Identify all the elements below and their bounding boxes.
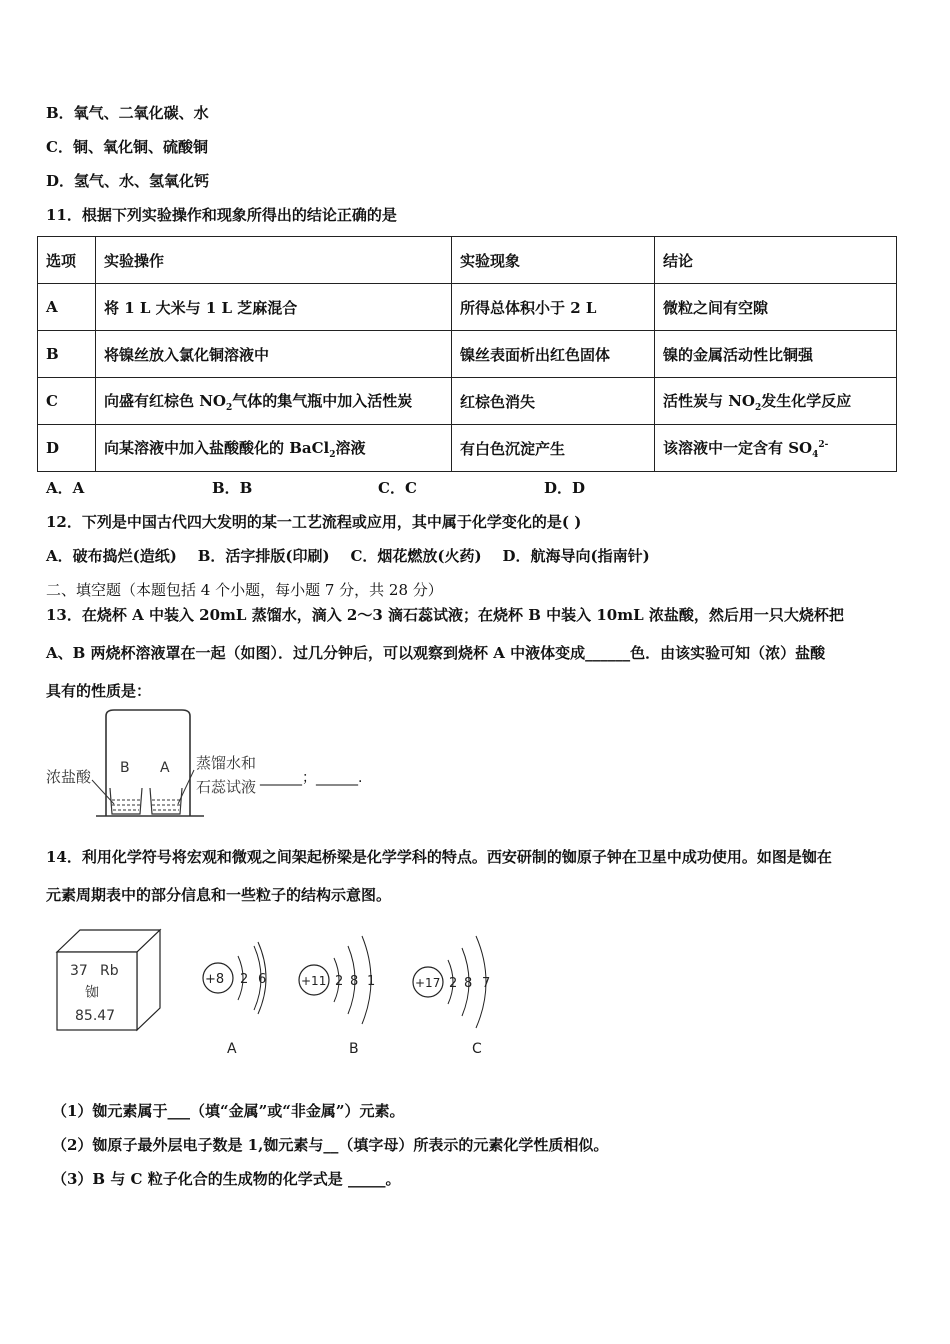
q12-options: A．破布捣烂(造纸) B．活字排版(印刷) C．烟花燃放(火药) D．航海导向(指南针) [46,547,650,565]
q10-option-d: D．氢气、水、氢氧化钙 [46,172,210,190]
shell-electrons: 8 [464,976,473,991]
row-conclusion: 微粒之间有空隙 [655,284,897,331]
particle-label: C [472,1041,482,1057]
row-option: B [38,331,96,378]
answer-option: D．D [544,479,586,497]
section-heading: 二、填空题（本题包括 4 个小题，每小题 7 分，共 28 分） [46,581,443,599]
shell-electrons: 1 [367,974,376,989]
answer-option: B．B [212,479,253,497]
row-option: C [38,378,96,425]
q14-sub-1: （1）铷元素属于___（填“金属”或“非金属”）元素。 [52,1102,405,1120]
shell-electrons: 2 [240,972,249,987]
q14-sub-3: （3）B 与 C 粒子化合的生成物的化学式是 _____。 [52,1170,401,1188]
row-observation: 所得总体积小于 2 L [452,284,655,331]
label-water-litmus-1: 蒸馏水和 [196,754,257,772]
atomic-number: 37 [70,963,88,979]
element-cell [57,930,160,1030]
beaker-figure [44,708,374,820]
particle-a [203,942,266,1057]
q14-line-1: 14．利用化学符号将宏观和微观之间架起桥梁是化学学科的特点。西安研制的铷原子钟在卫星中成功使用。如图是铷在 [46,848,832,866]
particle-label: B [349,1041,359,1057]
row-observation: 有白色沉淀产生 [452,425,655,472]
table-row [38,425,897,472]
shell-electrons: 2 [449,976,458,991]
nucleus-charge: +11 [301,974,327,988]
q11-stem: 11．根据下列实验操作和现象所得出的结论正确的是 [46,206,397,224]
row-option: A [38,284,96,331]
table-header: 实验现象 [452,237,655,284]
nucleus-charge: +8 [205,972,225,987]
label-conc-hcl: 浓盐酸 [46,768,92,786]
nucleus-charge: +17 [415,976,441,990]
table-row [38,284,897,331]
particle-label: A [227,1041,237,1057]
q13-line-2: A、B 两烧杯溶液罩在一起（如图）．过几分钟后，可以观察到烧杯 A 中液体变成______色．由该实验可知（浓）盐酸 [46,644,826,662]
table-header: 选项 [38,237,96,284]
answer-option: C．C [378,479,417,497]
table-header: 结论 [655,237,897,284]
element-name: 铷 [85,985,99,1001]
shell-electrons: 8 [350,974,359,989]
row-observation: 镍丝表面析出红色固体 [452,331,655,378]
table-row [38,378,897,425]
q11-answer-options [46,478,710,498]
q14-sub-2: （2）铷原子最外层电子数是 1,铷元素与__（填字母）所表示的元素化学性质相似。 [52,1136,609,1154]
shell-electrons: 2 [335,974,344,989]
element-symbol: Rb [100,963,119,979]
table-row [38,331,897,378]
row-conclusion: 镍的金属活动性比铜强 [655,331,897,378]
table-header-row [38,237,897,284]
q13-line-3: 具有的性质是： [46,682,152,700]
atomic-mass: 85.47 [75,1008,116,1024]
particle-c [413,936,490,1057]
atom-structure-figure [50,922,510,1062]
q10-option-b: B．氧气、二氧化碳、水 [46,104,209,122]
row-conclusion: 该溶液中一定含有 $SO_4^{2-}$ [655,425,897,472]
answer-option: A．A [46,479,85,497]
q13-answer-blanks: ______；______. [260,770,363,786]
row-operation: 向盛有红棕色 $NO_2$气体的集气瓶中加入活性炭 [96,378,452,425]
q13-line-1: 13．在烧杯 A 中装入 20mL 蒸馏水，滴入 2～3 滴石蕊试液；在烧杯 B 中装入 10mL 浓盐酸，然后用一只大烧杯把 [46,606,844,624]
row-operation: 将镍丝放入氯化铜溶液中 [96,331,452,378]
label-beaker-a: A [160,760,170,776]
label-water-litmus-2: 石蕊试液 [196,778,257,796]
q14-line-2: 元素周期表中的部分信息和一些粒子的结构示意图。 [46,886,392,904]
row-operation: 向某溶液中加入盐酸酸化的 BaCl$_2$溶液 [96,425,452,472]
q11-table [37,236,897,472]
q12-stem: 12．下列是中国古代四大发明的某一工艺流程或应用，其中属于化学变化的是( ) [46,513,582,531]
q10-option-c: C．铜、氧化铜、硫酸铜 [46,138,208,156]
row-option: D [38,425,96,472]
table-header: 实验操作 [96,237,452,284]
label-beaker-b: B [120,760,130,776]
row-observation: 红棕色消失 [452,378,655,425]
particle-b [299,936,375,1057]
row-operation: 将 1 L 大米与 1 L 芝麻混合 [96,284,452,331]
row-conclusion: 活性炭与 $NO_2$发生化学反应 [655,378,897,425]
shell-electrons: 6 [258,972,267,987]
shell-electrons: 7 [482,976,491,991]
